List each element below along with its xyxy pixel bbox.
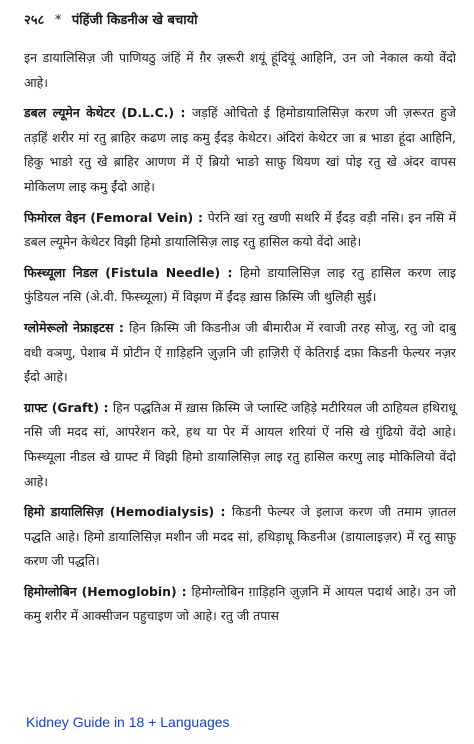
footer-link[interactable]: Kidney Guide in 18 + Languages [26, 714, 230, 730]
glossary-term: फिमोरल वेइन (Femoral Vein) [24, 209, 194, 225]
glossary-entry: ग्राफ्ट (Graft) : हिन पद्धतिअ में ख़ास क़िस्मि जे प्लास्टि जहिड़े मटीरियल जी ठाहियल हथिराधू नसि जी मदद सां, आपरेशन करे, हथ या पेर में आयल शरियां ऐं नसि खे ग़ुंढियो वेंदो आहे। फिस्च्यूला नीडल खे ग्राफ्ट में विझी हिमो डायालिसिज़ लाइ रतु हासिल करणु लाइ मोकिलियो वेंदो आहे। [24, 399, 456, 489]
glossary-term: हिमो डायालिसिज़ (Hemodialysis) [24, 504, 215, 520]
glossary-term: डबल ल्यूमेन केथेटर (D.L.C.) [24, 105, 175, 121]
page-number: २५८ [24, 13, 45, 28]
glossary-term: हिमोग्लोबिन (Hemoglobin) [24, 583, 177, 599]
intro-text: इन डायालिसिज़ जी पाणियठु जंहिं में ग़ैर ज़रूरी शयूं हूंदियूं आहिनि, उन जो नेकाल कयो वेंदो आहे। [24, 50, 456, 90]
page-header [24, 8, 454, 34]
intro-paragraph [24, 46, 456, 95]
glossary-content [24, 46, 456, 635]
glossary-definition: हिन क़िस्मि जी किडनीअ जी बीमारीअ में रवाजी तरह सोजु, रतु जो दाबु वधी वञणु, पेशाब में प्रोटीन ऐं ग़ाड़िहनि ज़ुज़नि जी हाज़िरी ऐं केतिराई दफ़ा किडनी फेल्यर नज़र ईंदो आहे। [24, 319, 456, 385]
glossary-entry: हिमो डायालिसिज़ (Hemodialysis) : किडनी फेल्यर जे इलाज करण जी तमाम ज़ातल पद्धति आहे। हिमो डायालिसिज़ मशीन जी मदद सां, हथिड़ाधू किडनीअ (डायालाइज़र) में रतु साफ़ु करण जी पद्धति। [24, 504, 456, 569]
glossary-entry: हिमोग्लोबिन (Hemoglobin) : हिमोग्लोबिन ग़ाड़िहनि ज़ुज़नि में आयल पदार्थ आहे। उन जो कमु शरीर में आक्सीजन पहुचाइण जो आहे। रतु जी तपास [24, 583, 456, 624]
glossary-definition: हिमो डायालिसिज़ लाइ रतु हासिल करण लाइ फुंडियल नसि (अे.वी. फिस्च्यूला) में विझण में ईंदड़ ख़ास क़िस्मि जी थुलिही सुई। [24, 264, 456, 305]
glossary-term: ग्राफ्ट (Graft) [24, 399, 99, 415]
header-star: * [54, 13, 62, 28]
glossary-definition: हिन पद्धतिअ में ख़ास क़िस्मि जे प्लास्टि जहिड़े मटीरियल जी ठाहियल हथिराधू नसि जी मदद सां, आपरेशन करे, हथ या पेर में आयल शरियां ऐं नसि खे ग़ुंढियो वेंदो आहे। फिस्च्यूला नीडल खे ग्राफ्ट में विझी हिमो डायालिसिज़ लाइ रतु हासिल करणु लाइ मोकिलियो वेंदो आहे। [24, 399, 456, 489]
glossary-entry: फिमोरल वेइन (Femoral Vein) : पेरनि खां रतु खणी सथरि में ईंदड़ वड़ी नसि। इन नसि में डबल ल्यूमेन केथेटर विझी हिमो डायालिसिज़ लाइ रतु हासिल कयो वेंदो आहे। [24, 209, 456, 250]
glossary-entry: डबल ल्यूमेन केथेटर (D.L.C.) : जड़हिं ओचितो ई हिमोडायालिसिज़ करण जी ज़रूरत हुजे तड़हिं शरीर मां रतु ब़ाहिर कढण लाइ कमु ईंदड़ केथेटर। अंदिरां केथेटर जा ब़ भाङा हूंदा आहिनि, हिकु भाङो रतु खे ब़ाहिर आणण में ऐं ब़ियो भाङो साफ़ु थियण खां पोइ रतु खे अंदर वापस मोकिलण लाइ कमु ईंदो आहे। [24, 105, 456, 194]
glossary-definition: पेरनि खां रतु खणी सथरि में ईंदड़ वड़ी नसि। इन नसि में डबल ल्यूमेन केथेटर विझी हिमो डायालिसिज़ लाइ रतु हासिल कयो वेंदो आहे। [24, 209, 456, 250]
glossary-term: फिस्च्यूला निडल (Fistula Needle) [24, 264, 221, 280]
glossary-definition: हिमोग्लोबिन ग़ाड़िहनि ज़ुज़नि में आयल पदार्थ आहे। उन जो कमु शरीर में आक्सीजन पहुचाइण जो आहे। रतु जी तपास [24, 583, 456, 624]
glossary-entry: ग्लोमेरूलो नेफ्राइटस : हिन क़िस्मि जी किडनीअ जी बीमारीअ में रवाजी तरह सोजु, रतु जो दाबु वधी वञणु, पेशाब में प्रोटीन ऐं ग़ाड़िहनि ज़ुज़नि जी हाज़िरी ऐं केतिराई दफ़ा किडनी फेल्यर नज़र ईंदो आहे। [24, 319, 456, 385]
glossary-definition: जड़हिं ओचितो ई हिमोडायालिसिज़ करण जी ज़रूरत हुजे तड़हिं शरीर मां रतु ब़ाहिर कढण लाइ कमु ईंदड़ केथेटर। अंदिरां केथेटर जा ब़ भाङा हूंदा आहिनि, हिकु भाङो रतु खे ब़ाहिर आणण में ऐं ब़ियो भाङो साफ़ु थियण खां पोइ रतु खे अंदर वापस मोकिलण लाइ कमु ईंदो आहे। [24, 105, 456, 194]
glossary-definition: किडनी फेल्यर जे इलाज करण जी तमाम ज़ातल पद्धति आहे। हिमो डायालिसिज़ मशीन जी मदद सां, हथिड़ाधू किडनीअ (डायालाइज़र) में रतु साफ़ु करण जी पद्धति। [24, 504, 456, 569]
book-title: पंहिंजी किडनीअ खे बचायो [71, 13, 198, 28]
glossary-entry: फिस्च्यूला निडल (Fistula Needle) : हिमो डायालिसिज़ लाइ रतु हासिल करण लाइ फुंडियल नसि (अे.वी. फिस्च्यूला) में विझण में ईंदड़ ख़ास क़िस्मि जी थुलिही सुई। [24, 264, 456, 305]
glossary-term: ग्लोमेरूलो नेफ्राइटस [24, 319, 114, 335]
